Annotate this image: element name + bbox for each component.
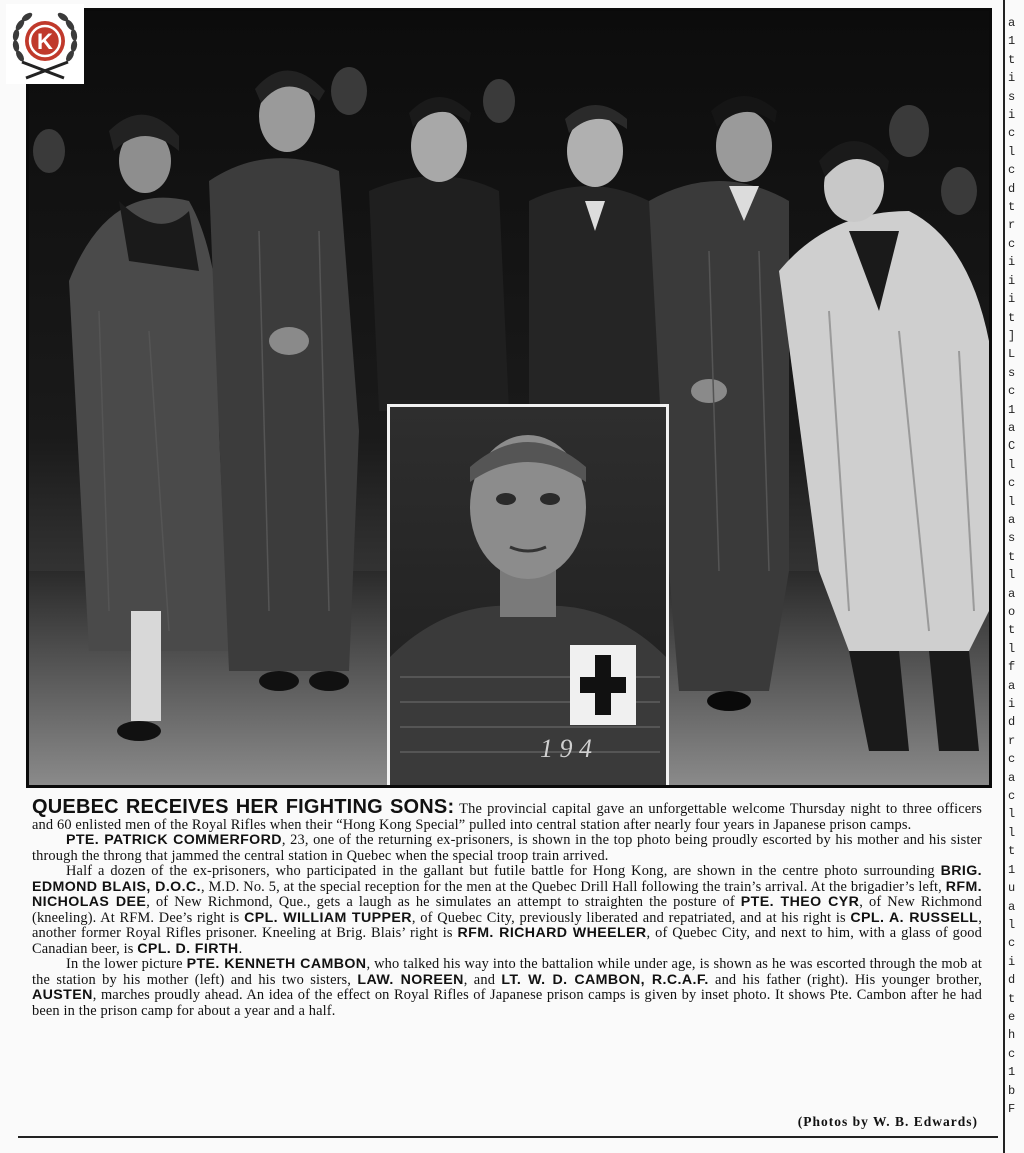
fragment-letter: h xyxy=(1008,1028,1016,1043)
fragment-letter: i xyxy=(1008,108,1016,123)
fragment-letter: t xyxy=(1008,623,1016,638)
fragment-letter: i xyxy=(1008,273,1016,288)
column-rule xyxy=(1003,0,1005,1153)
caption-paragraph-1: QUEBEC RECEIVES HER FIGHTING SONS: The provincial capital gave an unforgettable welcome Thursday night to three officers and 60 enlisted men of the Royal Rifles when their “Hong Kong Special” pulled into central station after nearly four years in Japanese prison camps. xyxy=(32,796,982,833)
svg-text:K: K xyxy=(37,29,53,54)
fragment-letter: s xyxy=(1008,365,1016,380)
fragment-letter: d xyxy=(1008,181,1016,196)
fragment-letter: t xyxy=(1008,52,1016,67)
fragment-letter: l xyxy=(1008,494,1016,509)
caption-paragraph-3: Half a dozen of the ex-prisoners, who participated in the gallant but futile battle for Hong Kong, are shown in the centre photo surrounding BRIG. EDMOND BLAIS, D.O.C., M.D. No. 5, at the special reception for the men at the Quebec Drill Hall following the train’s arrival. At the brigadier’s left, RFM. NICHOLAS DEE, of New Richmond, Que., gets a laugh as he simulates an attempt to straighten the posture of PTE. THEO CYR, of New Richmond (kneeling). At RFM. Dee’s right is CPL. WILLIAM TUPPER, of Quebec City, previously liberated and repatriated, and at his right is CPL. A. RUSSELL, another former Royal Rifles prisoner. Kneeling at Brig. Blais’ right is RFM. RICHARD WHEELER, of Quebec City, and next to him, with a glass of good Canadian beer, is CPL. D. FIRTH. xyxy=(32,863,983,957)
fragment-letter: c xyxy=(1008,936,1016,951)
fragment-letter: c xyxy=(1008,476,1016,491)
fragment-letter: t xyxy=(1008,549,1016,564)
fragment-letter: e xyxy=(1008,1009,1016,1024)
fragment-letter: l xyxy=(1008,917,1016,932)
fragment-letter: r xyxy=(1008,733,1016,748)
fragment-letter: i xyxy=(1008,954,1016,969)
bottom-rule xyxy=(18,1136,998,1138)
fragment-letter: d xyxy=(1008,715,1016,730)
fragment-letter: t xyxy=(1008,991,1016,1006)
caption-paragraph-2: PTE. PATRICK COMMERFORD, 23, one of the returning ex-prisoners, is shown in the top photo being proudly escorted by his mother and his sister through the throng that jammed the central station in Quebec when the special troop train arrived. xyxy=(32,832,982,864)
fragment-letter: 1 xyxy=(1008,34,1016,49)
adjacent-column-fragment xyxy=(1008,14,1024,1118)
fragment-letter: i xyxy=(1008,71,1016,86)
fragment-letter: l xyxy=(1008,144,1016,159)
fragment-letter: i xyxy=(1008,697,1016,712)
fragment-letter: L xyxy=(1008,347,1016,362)
fragment-letter: c xyxy=(1008,236,1016,251)
fragment-letter: C xyxy=(1008,439,1016,454)
fragment-letter: a xyxy=(1008,899,1016,914)
fragment-letter: c xyxy=(1008,126,1016,141)
fragment-letter: 1 xyxy=(1008,402,1016,417)
fragment-letter: t xyxy=(1008,844,1016,859)
fragment-letter: a xyxy=(1008,420,1016,435)
fragment-letter: d xyxy=(1008,973,1016,988)
fragment-letter: a xyxy=(1008,16,1016,30)
fragment-letter: l xyxy=(1008,807,1016,822)
fragment-letter: a xyxy=(1008,586,1016,601)
fragment-letter: c xyxy=(1008,752,1016,767)
inset-photograph xyxy=(387,404,669,788)
fragment-letter: r xyxy=(1008,218,1016,233)
fragment-letter: 1 xyxy=(1008,1065,1016,1080)
wreath-logo xyxy=(6,4,84,84)
fragment-letter: a xyxy=(1008,512,1016,527)
fragment-letter: f xyxy=(1008,660,1016,675)
fragment-letter: l xyxy=(1008,457,1016,472)
fragment-letter: b xyxy=(1008,1083,1016,1098)
fragment-letter: t xyxy=(1008,310,1016,325)
fragment-letter: c xyxy=(1008,1046,1016,1061)
fragment-letter: 1 xyxy=(1008,862,1016,877)
fragment-letter: s xyxy=(1008,89,1016,104)
fragment-letter: u xyxy=(1008,881,1016,896)
photo-caption xyxy=(32,796,983,1019)
caption-paragraph-4: In the lower picture PTE. KENNETH CAMBON, who talked his way into the battalion while under age, is shown as he was escorted through the mob at the station by his mother (left) and his two sisters, LAW. NOREEN, and LT. W. D. CAMBON, R.C.A.F. and his father (right). His younger brother, AUSTEN, marches proudly ahead. An idea of the effect on Royal Rifles of Japanese prison camps is given by inset photo. It shows Pte. Cambon after he had been in the prison camp for about a year and a half. xyxy=(32,956,983,1019)
fragment-letter: l xyxy=(1008,825,1016,840)
fragment-letter: l xyxy=(1008,568,1016,583)
fragment-letter: l xyxy=(1008,641,1016,656)
fragment-letter: a xyxy=(1008,678,1016,693)
fragment-letter: a xyxy=(1008,770,1016,785)
fragment-letter: F xyxy=(1008,1101,1016,1116)
fragment-letter: c xyxy=(1008,384,1016,399)
headline: QUEBEC RECEIVES HER FIGHTING SONS: xyxy=(32,796,455,818)
fragment-letter: i xyxy=(1008,292,1016,307)
main-photograph xyxy=(26,8,992,788)
photo-credit: (Photos by W. B. Edwards) xyxy=(797,1114,978,1129)
fragment-letter: c xyxy=(1008,789,1016,804)
fragment-letter: t xyxy=(1008,200,1016,215)
fragment-letter: s xyxy=(1008,531,1016,546)
fragment-letter: c xyxy=(1008,163,1016,178)
prisoner-number: 1 9 4 xyxy=(540,734,592,763)
fragment-letter: ] xyxy=(1008,328,1016,343)
fragment-letter: o xyxy=(1008,605,1016,619)
fragment-letter: i xyxy=(1008,255,1016,270)
